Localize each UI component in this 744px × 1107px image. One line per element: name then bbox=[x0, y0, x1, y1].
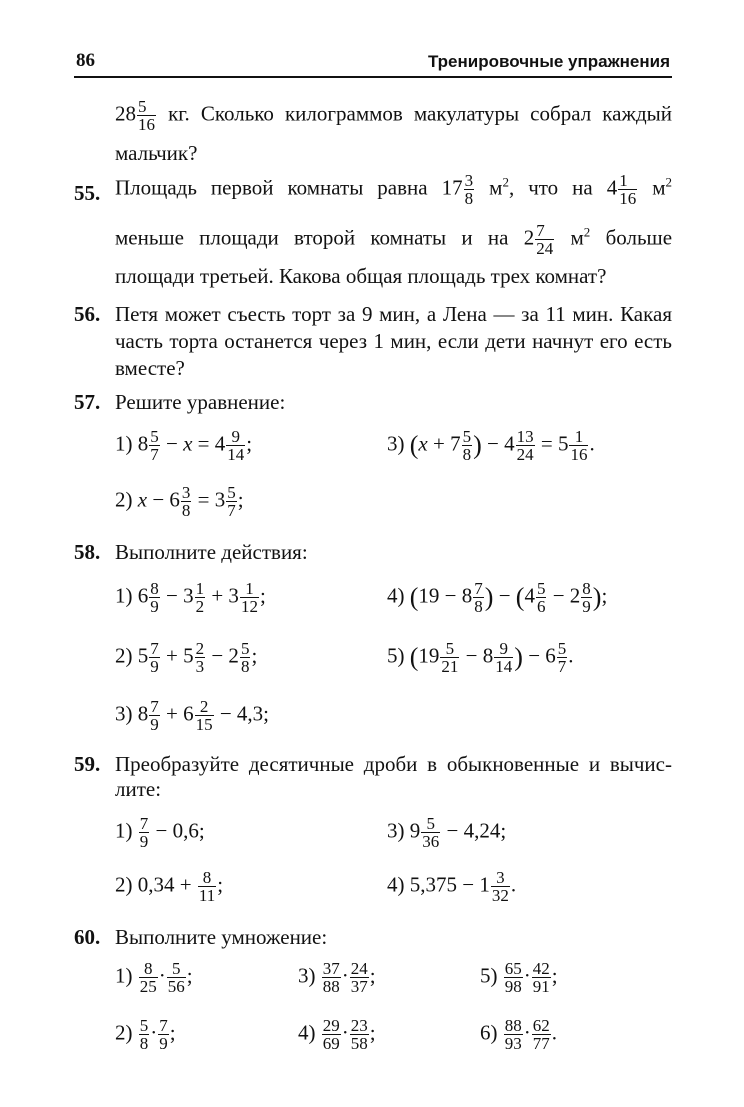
problem-56-line3: вместе? bbox=[115, 356, 185, 380]
problem-59-line2: лите: bbox=[115, 777, 162, 801]
problem-55-number: 55. bbox=[74, 181, 101, 205]
ex-60-2: 2) $\frac{5}{8}$ · $\frac{7}{9}$ ; bbox=[115, 1016, 176, 1053]
ex-60-1: 1) $\frac{8}{25}$ · $\frac{5}{56}$ ; bbox=[115, 959, 193, 996]
ex-60-3: 3) $\frac{37}{88}$ · $\frac{24}{37}$ ; bbox=[298, 959, 376, 996]
ex-58-3: 3) 8 $\frac{7}{9}$ + 6 $\frac{2}{15}$ − 4,3; bbox=[115, 697, 270, 734]
problem-59-line1: Преобразуйте десятичные дроби в обыкновенные и вычис- bbox=[115, 752, 672, 776]
eq-57-1: 1) 8 $\frac{5}{7}$ − x = 4 $\frac{9}{14}$ ; bbox=[115, 427, 253, 464]
problem-56-line1: Петя может съесть торт за 9 мин, а Лена — за 11 мин. Какая bbox=[115, 302, 672, 326]
problem-54-tail-line2: мальчик? bbox=[115, 141, 198, 165]
problem-57-heading: Решите уравнение: bbox=[115, 390, 286, 414]
problem-57-number: 57. bbox=[74, 390, 101, 414]
problem-60-number: 60. bbox=[74, 925, 101, 949]
problem-54-tail: 28 $\frac{5}{16}$ кг. Сколько килограммов макулатуры собрал каждый bbox=[115, 97, 672, 134]
eq-57-2: 2) x − 6 $\frac{3}{8}$ = 3 $\frac{5}{7}$ ; bbox=[115, 483, 244, 520]
page-header bbox=[74, 50, 672, 78]
ex-59-1: 1) $\frac{7}{9}$ − 0,6; bbox=[115, 814, 205, 851]
page-number: 86 bbox=[76, 50, 95, 71]
ex-59-2: 2) 0,34 + $\frac{8}{11}$ ; bbox=[115, 868, 224, 905]
ex-60-6: 6) $\frac{88}{93}$ · $\frac{62}{77}$ . bbox=[480, 1016, 557, 1053]
ex-58-1: 1) 6 $\frac{8}{9}$ − 3 $\frac{1}{2}$ + 3 $\frac{1}{12}$ ; bbox=[115, 579, 266, 616]
ex-58-4: 4) (19 − 8 $\frac{7}{8}$ ) − (4 $\frac{5}{6}$ − 2 $\frac{8}{9}$ ); bbox=[387, 579, 608, 616]
problem-56-number: 56. bbox=[74, 302, 101, 326]
ex-59-3: 3) 9 $\frac{5}{36}$ − 4,24; bbox=[387, 814, 507, 851]
ex-60-4: 4) $\frac{29}{69}$ · $\frac{23}{58}$ ; bbox=[298, 1016, 376, 1053]
problem-58-number: 58. bbox=[74, 540, 101, 564]
eq-57-3: 3) (x + 7 $\frac{5}{8}$ ) − 4 $\frac{13}{24}$ = 5 $\frac{1}{16}$ . bbox=[387, 427, 595, 464]
problem-56-line2: часть торта останется через 1 мин, если дети начнут его есть bbox=[115, 329, 672, 353]
problem-60-heading: Выполните умножение: bbox=[115, 925, 328, 949]
ex-58-5: 5) (19 $\frac{5}{21}$ − 8 $\frac{9}{14}$ ) − 6 $\frac{5}{7}$ . bbox=[387, 639, 574, 676]
problem-55-line1: Площадь первой комнаты равна 17 $\frac{3}{8}$ $м^2$, что на 4 $\frac{1}{16}$ $м^2$ bbox=[115, 171, 673, 208]
problem-58-heading: Выполните действия: bbox=[115, 540, 308, 564]
ex-58-2: 2) 5 $\frac{7}{9}$ + 5 $\frac{2}{3}$ − 2 $\frac{5}{8}$ ; bbox=[115, 639, 258, 676]
ex-59-4: 4) 5,375 − 1 $\frac{3}{32}$ . bbox=[387, 868, 517, 905]
ex-60-5: 5) $\frac{65}{98}$ · $\frac{42}{91}$ ; bbox=[480, 959, 558, 996]
running-title: Тренировочные упражнения bbox=[427, 52, 670, 71]
problem-55-line2: меньше площади второй комнаты и на 2 $\frac{7}{24}$ $м^2$ больше bbox=[115, 221, 673, 258]
problem-55-line3: площади третьей. Какова общая площадь трех комнат? bbox=[115, 264, 607, 288]
problem-59-number: 59. bbox=[74, 752, 101, 776]
